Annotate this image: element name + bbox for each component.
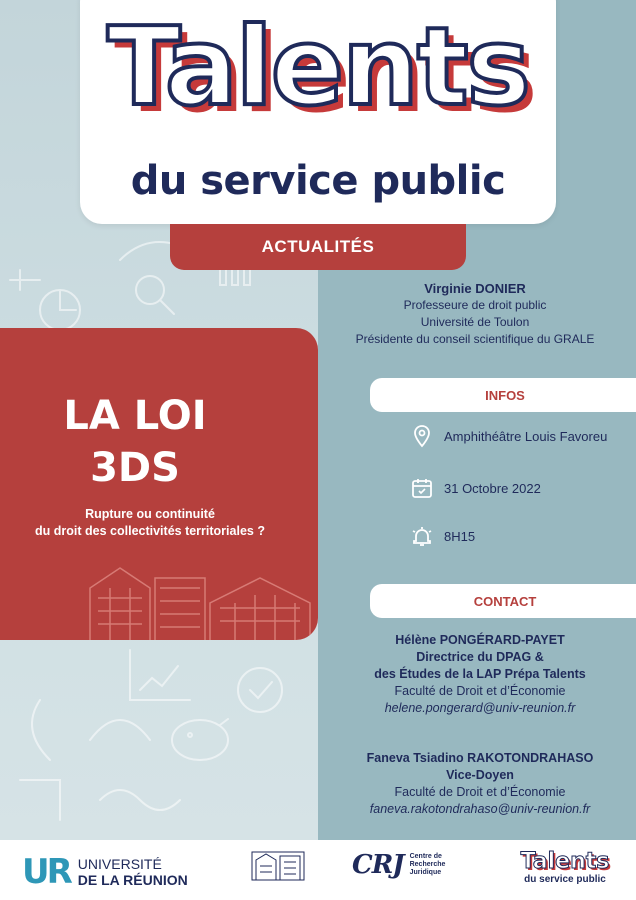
universite-reunion-logo <box>22 852 188 892</box>
info-date-row <box>410 476 541 500</box>
contact-org: Faculté de Droit et d’Économie <box>394 785 566 799</box>
crj-line: Juridique <box>409 869 442 876</box>
speaker-name: Virginie DONIER <box>424 281 526 296</box>
building-sketch <box>80 553 318 640</box>
calendar-icon <box>410 476 434 500</box>
contact-person-1 <box>330 632 630 717</box>
alarm-clock-icon <box>410 524 434 548</box>
crj-mark: CRJ <box>352 850 404 880</box>
ur-text <box>78 856 188 888</box>
location-text: Amphithéâtre Louis Favoreu <box>444 428 608 444</box>
event-card <box>0 328 318 640</box>
ur-mark: UR <box>22 852 70 892</box>
crj-text <box>410 853 446 877</box>
location-pin-icon <box>410 424 434 448</box>
talents-service-public-logo <box>510 850 620 885</box>
contact-name: Faneva Tsiadino RAKOTONDRAHASO <box>366 751 594 765</box>
event-title-line: 3DS <box>90 445 180 491</box>
speaker-line: Professeure de droit public <box>403 298 547 312</box>
contact-role: Vice-Doyen <box>446 768 514 782</box>
event-subtitle-line: du droit des collectivités territoriales ? <box>35 524 265 538</box>
tsp-logo-subtitle: du service public <box>524 874 606 885</box>
speaker-line: Université de Toulon <box>420 315 530 329</box>
event-subtitle-line: Rupture ou continuité <box>85 507 215 521</box>
speaker-block <box>330 280 620 348</box>
tsp-logo-title: Talents <box>520 849 610 874</box>
crj-logo <box>352 850 445 880</box>
actualites-banner: ACTUALITÉS <box>170 224 466 270</box>
contact-role: Directrice du DPAG & <box>416 650 544 664</box>
info-location-row <box>410 424 607 448</box>
event-subtitle <box>10 506 290 540</box>
main-subtitle: du service public <box>130 158 506 204</box>
contact-email[interactable]: faneva.rakotondrahaso@univ-reunion.fr <box>369 802 591 816</box>
time-text: 8H15 <box>444 528 476 544</box>
event-title-line: LA LOI <box>63 393 207 439</box>
ur-line: UNIVERSITÉ <box>77 856 162 872</box>
contact-name: Hélène PONGÉRARD-PAYET <box>395 633 565 647</box>
speaker-line: Présidente du conseil scientifique du GRALE <box>355 332 595 346</box>
faculte-droit-economie-logo <box>248 848 308 892</box>
date-text: 31 Octobre 2022 <box>444 480 541 496</box>
footer-logos <box>0 840 636 900</box>
contact-person-2 <box>330 750 630 818</box>
info-time-row <box>410 524 475 548</box>
infos-pill: INFOS <box>370 378 636 412</box>
crj-line: Recherche <box>409 861 446 868</box>
ur-line: DE LA RÉUNION <box>77 872 188 888</box>
crj-line: Centre de <box>409 853 442 860</box>
contact-org: Faculté de Droit et d’Économie <box>394 684 566 698</box>
main-title: Talents <box>107 5 529 130</box>
contact-email[interactable]: helene.pongerard@univ-reunion.fr <box>384 701 576 715</box>
contact-role: des Études de la LAP Prépa Talents <box>374 667 586 681</box>
contact-pill: CONTACT <box>370 584 636 618</box>
event-title <box>0 390 270 494</box>
